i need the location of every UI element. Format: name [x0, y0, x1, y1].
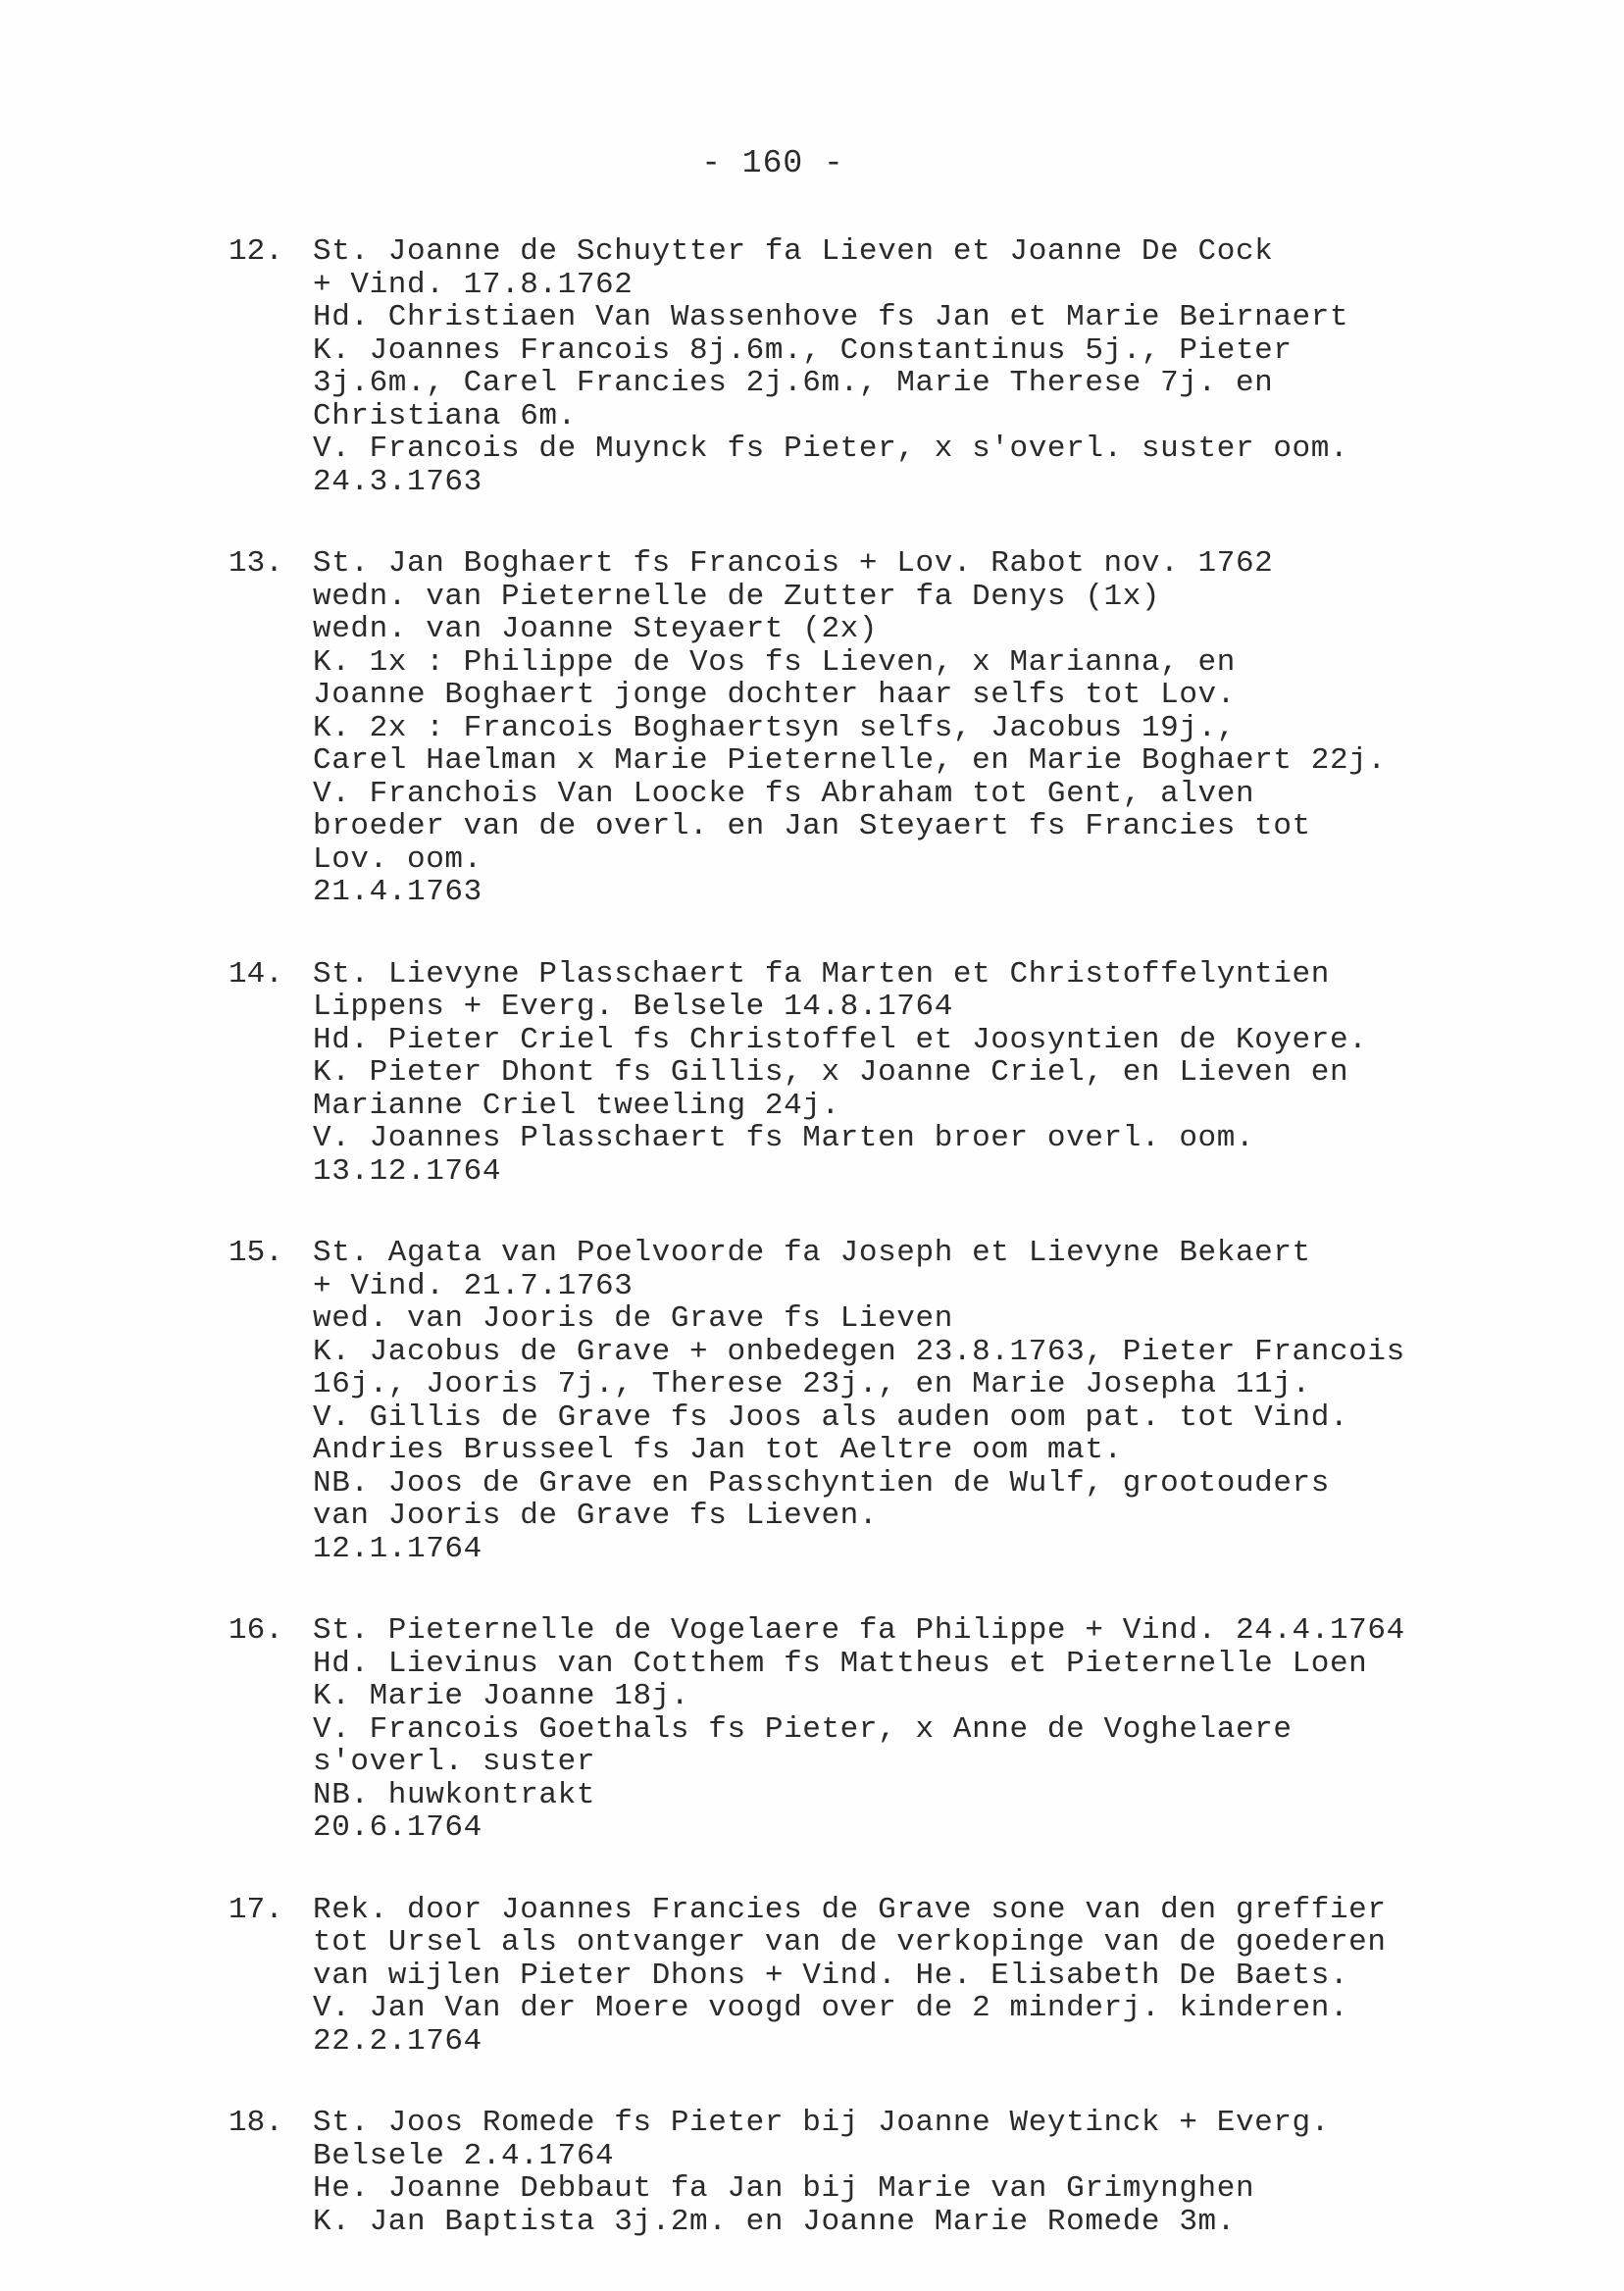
entry-line: 3j.6m., Carel Francies 2j.6m., Marie Therese 7j. en — [313, 366, 1274, 400]
entry-line: Hd. Pieter Criel fs Christoffel et Joosyntien de Koyere. — [313, 1022, 1368, 1057]
page-number: - 160 - — [701, 145, 844, 181]
entry-list — [228, 235, 1503, 2287]
record-entry — [228, 547, 1503, 909]
entry-line: 21.4.1763 — [313, 875, 482, 909]
entry-line: K. Pieter Dhont fs Gillis, x Joanne Criel, en Lieven en — [313, 1055, 1349, 1090]
entry-line: wedn. van Pieternelle de Zutter fa Denys (1x) — [313, 579, 1161, 614]
entry-line: Carel Haelman x Marie Pieternelle, en Marie Boghaert 22j. — [313, 743, 1387, 778]
entry-line: He. Joanne Debbaut fa Jan bij Marie van Grimynghen — [313, 2171, 1255, 2206]
entry-line: 20.6.1764 — [313, 1810, 482, 1845]
record-entry — [228, 1614, 1503, 1845]
record-entry — [228, 958, 1503, 1189]
entry-line: St. Lievyne Plasschaert fa Marten et Christoffelyntien — [313, 956, 1330, 992]
entry-line: NB. Joos de Grave en Passchyntien de Wulf, grootouders — [313, 1465, 1330, 1501]
entry-line: K. Jan Baptista 3j.2m. en Joanne Marie Romede 3m. — [313, 2204, 1236, 2239]
entry-line: V. Franchois Van Loocke fs Abraham tot Gent, alven — [313, 776, 1255, 811]
entry-line: St. Jan Boghaert fs Francois + Lov. Rabot nov. 1762 — [313, 546, 1274, 581]
entry-line: St. Joanne de Schuytter fa Lieven et Joanne De Cock — [313, 234, 1274, 269]
record-entry — [228, 1237, 1503, 1565]
entry-number: 13. — [228, 546, 283, 581]
entry-number: 15. — [228, 1236, 283, 1270]
record-entry — [228, 1894, 1503, 2059]
entry-line: K. 1x : Philippe de Vos fs Lieven, x Marianna, en — [313, 644, 1236, 680]
entry-number: 18. — [228, 2106, 283, 2140]
entry-line: K. Joannes Francois 8j.6m., Constantinus 5j., Pieter — [313, 332, 1293, 368]
entry-line: K. 2x : Francois Boghaertsyn selfs, Jacobus 19j., — [313, 710, 1236, 745]
entry-line: V. Jan Van der Moere voogd over de 2 minderj. kinderen. — [313, 1991, 1349, 2025]
entry-number: 12. — [228, 234, 283, 269]
entry-line: tot Ursel als ontvanger van de verkopinge van de goederen — [313, 1925, 1387, 1960]
entry-line: van wijlen Pieter Dhons + Vind. He. Elisabeth De Baets. — [313, 1958, 1349, 1993]
entry-line: V. Francois de Muynck fs Pieter, x s'overl. suster oom. — [313, 432, 1349, 466]
entry-line: Hd. Christiaen Van Wassenhove fs Jan et Marie Beirnaert — [313, 300, 1349, 334]
entry-line: Marianne Criel tweeling 24j. — [313, 1088, 840, 1123]
entry-line: wedn. van Joanne Steyaert (2x) — [313, 612, 879, 646]
entry-line: 22.2.1764 — [313, 2023, 482, 2059]
entry-line: 12.1.1764 — [313, 1531, 482, 1566]
entry-line: van Jooris de Grave fs Lieven. — [313, 1499, 879, 1533]
entry-line: + Vind. 17.8.1762 — [313, 267, 634, 302]
entry-number: 14. — [228, 956, 283, 992]
entry-line: s'overl. suster — [313, 1745, 596, 1779]
entry-line: broeder van de overl. en Jan Steyaert fs Francies tot — [313, 809, 1311, 843]
entry-line: Rek. door Joannes Francies de Grave sone van den greffier — [313, 1892, 1387, 1927]
entry-line: Lippens + Everg. Belsele 14.8.1764 — [313, 990, 953, 1024]
entry-number: 16. — [228, 1613, 283, 1648]
record-entry — [228, 235, 1503, 498]
entry-line: K. Jacobus de Grave + onbedegen 23.8.1763, Pieter Francois — [313, 1334, 1405, 1369]
entry-line: V. Francois Goethals fs Pieter, x Anne de Voghelaere — [313, 1711, 1293, 1747]
entry-line: wed. van Jooris de Grave fs Lieven — [313, 1301, 953, 1336]
entry-line: Hd. Lievinus van Cotthem fs Mattheus et Pieternelle Loen — [313, 1646, 1368, 1681]
entry-line: Belsele 2.4.1764 — [313, 2138, 615, 2173]
record-entry — [228, 2107, 1503, 2238]
entry-line: St. Joos Romede fs Pieter bij Joanne Weytinck + Everg. — [313, 2106, 1330, 2140]
entry-line: 13.12.1764 — [313, 1153, 502, 1189]
entry-line: V. Joannes Plasschaert fs Marten broer overl. oom. — [313, 1121, 1255, 1155]
entry-line: + Vind. 21.7.1763 — [313, 1268, 634, 1303]
entry-line: Joanne Boghaert jonge dochter haar selfs tot Lov. — [313, 678, 1236, 712]
entry-line: NB. huwkontrakt — [313, 1777, 596, 1812]
entry-line: St. Pieternelle de Vogelaere fa Philippe + Vind. 24.4.1764 — [313, 1613, 1405, 1648]
entry-line: Andries Brusseel fs Jan tot Aeltre oom mat. — [313, 1433, 1123, 1467]
entry-line: St. Agata van Poelvoorde fa Joseph et Lievyne Bekaert — [313, 1236, 1311, 1270]
entry-line: 16j., Jooris 7j., Therese 23j., en Marie Josepha 11j. — [313, 1367, 1311, 1401]
entry-number: 17. — [228, 1892, 283, 1927]
entry-line: Lov. oom. — [313, 841, 482, 877]
entry-line: 24.3.1763 — [313, 464, 482, 499]
entry-line: V. Gillis de Grave fs Joos als auden oom pat. tot Vind. — [313, 1400, 1349, 1435]
entry-line: Christiana 6m. — [313, 398, 577, 433]
entry-line: K. Marie Joanne 18j. — [313, 1679, 690, 1713]
